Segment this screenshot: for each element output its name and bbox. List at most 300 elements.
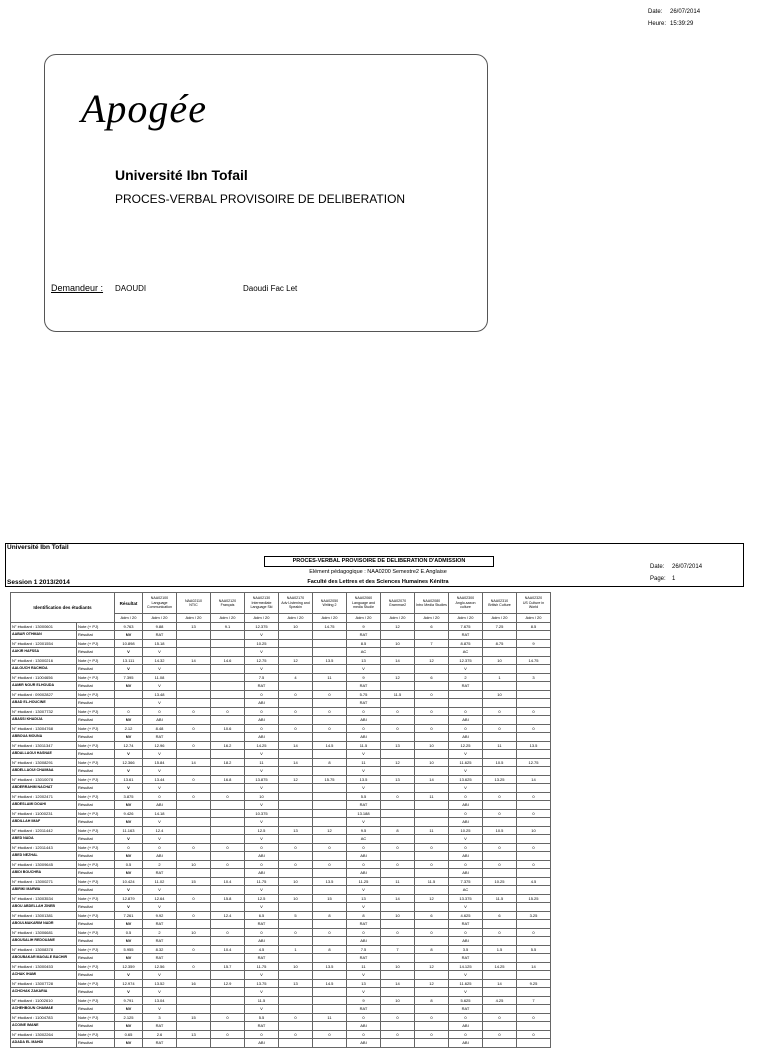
course-note: 13.5 xyxy=(313,656,347,665)
table-row-result xyxy=(11,1039,551,1048)
header-time xyxy=(648,20,694,28)
course-result: ABI xyxy=(347,716,381,725)
result-label: Résultat xyxy=(77,818,115,827)
table-row-result xyxy=(11,716,551,725)
course-result: RAT xyxy=(143,631,177,640)
course-result xyxy=(211,886,245,895)
table-row xyxy=(11,860,551,869)
course-note: 15.8 xyxy=(211,894,245,903)
course-note xyxy=(211,639,245,648)
course-result xyxy=(279,767,313,776)
course-result: V xyxy=(143,648,177,657)
course-result xyxy=(517,648,551,657)
course-note: 7.5 xyxy=(245,673,279,682)
course-result xyxy=(483,886,517,895)
course-note: 0 xyxy=(347,1030,381,1039)
course-result: V xyxy=(143,886,177,895)
course-result xyxy=(517,903,551,912)
table-row xyxy=(11,894,551,903)
course-note: 12 xyxy=(415,894,449,903)
course-note: 14.75 xyxy=(313,622,347,631)
course-note: 9.92 xyxy=(143,911,177,920)
course-note: 7.25 xyxy=(483,622,517,631)
course-note: 15.84 xyxy=(143,758,177,767)
course-result xyxy=(381,1039,415,1048)
course-note: 0 xyxy=(517,1030,551,1039)
course-note: 10.5 xyxy=(483,826,517,835)
course-note: 16.8 xyxy=(211,775,245,784)
course-note: 0 xyxy=(483,1030,517,1039)
course-note xyxy=(177,826,211,835)
course-note: 0 xyxy=(347,843,381,852)
course-result xyxy=(279,1022,313,1031)
overall-note: 0.5 xyxy=(115,928,143,937)
course-result: V xyxy=(143,784,177,793)
course-note: 0 xyxy=(143,707,177,716)
course-result: V xyxy=(449,988,483,997)
course-note xyxy=(211,690,245,699)
course-result xyxy=(211,699,245,708)
course-result xyxy=(279,920,313,929)
course-note: 13.52 xyxy=(143,979,177,988)
sheet-title: PROCES-VERBAL PROVISOIRE DE DELIBERATION D'ADMISSION xyxy=(264,556,494,567)
course-header xyxy=(143,593,177,614)
course-result xyxy=(415,988,449,997)
course-result xyxy=(415,767,449,776)
course-result xyxy=(313,716,347,725)
course-result xyxy=(313,784,347,793)
course-code: NAA02110 xyxy=(184,598,203,603)
course-result xyxy=(313,1005,347,1014)
course-result: RAT xyxy=(449,682,483,691)
course-note: 0 xyxy=(449,809,483,818)
student-name: ACHAK IHAMI xyxy=(11,971,77,980)
course-note: 10 xyxy=(177,860,211,869)
course-result: V xyxy=(245,988,279,997)
course-note: 13 xyxy=(381,741,415,750)
course-result xyxy=(415,1022,449,1031)
course-result xyxy=(177,903,211,912)
course-note xyxy=(177,996,211,1005)
overall-result: V xyxy=(115,784,143,793)
course-result xyxy=(517,886,551,895)
course-note: 8.5 xyxy=(347,639,381,648)
header-date-value: 26/07/2014 xyxy=(670,9,701,15)
course-note: 0 xyxy=(177,894,211,903)
note-label: Note (+ PJ) xyxy=(77,1030,115,1039)
course-result xyxy=(177,1022,211,1031)
course-name: Intro Media Studies xyxy=(416,603,447,607)
course-note: 12.64 xyxy=(143,894,177,903)
table-row xyxy=(11,877,551,886)
course-note xyxy=(279,792,313,801)
course-note: 14 xyxy=(483,979,517,988)
student-id: N° étudiant : 13000453 xyxy=(11,962,77,971)
overall-result: NV xyxy=(115,869,143,878)
course-result: V xyxy=(245,750,279,759)
course-name: NTIC xyxy=(189,603,198,607)
course-note: 10 xyxy=(279,622,313,631)
course-note: 13.75 xyxy=(245,979,279,988)
course-result: ABI xyxy=(449,733,483,742)
course-result: V xyxy=(245,784,279,793)
course-result xyxy=(415,954,449,963)
course-note: 7.5 xyxy=(347,945,381,954)
result-label: Résultat xyxy=(77,954,115,963)
course-result: ABI xyxy=(449,869,483,878)
student-id: N° étudiant : 13004768 xyxy=(11,724,77,733)
overall-note: 2.12 xyxy=(115,724,143,733)
course-note: 0 xyxy=(279,707,313,716)
course-note: 0 xyxy=(415,860,449,869)
course-result: RAT xyxy=(245,920,279,929)
student-id: N° étudiant : 13009645 xyxy=(11,860,77,869)
course-result: V xyxy=(245,648,279,657)
result-header: Résultat xyxy=(115,593,143,614)
course-result xyxy=(483,682,517,691)
course-result xyxy=(483,869,517,878)
course-note: 3.25 xyxy=(517,911,551,920)
course-note: 8.875 xyxy=(449,639,483,648)
sheet-page xyxy=(650,576,676,582)
course-result: ABI xyxy=(245,1039,279,1048)
table-row-result xyxy=(11,1022,551,1031)
course-note: 15 xyxy=(177,877,211,886)
table-row xyxy=(11,911,551,920)
report-title: PROCES-VERBAL PROVISOIRE DE DELIBERATION xyxy=(115,192,406,206)
course-result: V xyxy=(347,784,381,793)
course-note: 2 xyxy=(449,673,483,682)
course-note: 8.48 xyxy=(143,724,177,733)
course-result: RAT xyxy=(449,631,483,640)
course-note: 5.5 xyxy=(347,792,381,801)
course-note: 0 xyxy=(177,724,211,733)
overall-note: 12.366 xyxy=(115,758,143,767)
result-label: Résultat xyxy=(77,682,115,691)
course-result xyxy=(517,682,551,691)
table-row xyxy=(11,792,551,801)
course-result xyxy=(381,784,415,793)
course-note: 10.4 xyxy=(211,877,245,886)
course-result xyxy=(279,971,313,980)
course-note: 15 xyxy=(313,894,347,903)
result-label: Résultat xyxy=(77,937,115,946)
course-note: 12.75 xyxy=(517,758,551,767)
course-note: 2.6 xyxy=(143,1030,177,1039)
course-note: 10 xyxy=(415,741,449,750)
course-result: ABI xyxy=(347,1039,381,1048)
course-result xyxy=(279,1039,313,1048)
course-result: RAT xyxy=(143,1039,177,1048)
course-note: 13.5 xyxy=(313,962,347,971)
course-result: RAT xyxy=(347,920,381,929)
student-name: ABAD EL-HOUCINE xyxy=(11,699,77,708)
course-result xyxy=(313,903,347,912)
result-label: Résultat xyxy=(77,886,115,895)
course-note: 13.5 xyxy=(517,741,551,750)
course-note: 0 xyxy=(483,1013,517,1022)
course-result: V xyxy=(245,886,279,895)
table-row-result xyxy=(11,648,551,657)
table-row-result xyxy=(11,699,551,708)
course-result: V xyxy=(245,767,279,776)
table-row xyxy=(11,809,551,818)
course-note: 12.9 xyxy=(211,979,245,988)
course-result xyxy=(279,988,313,997)
course-result xyxy=(483,920,517,929)
course-note: 4 xyxy=(279,673,313,682)
course-header xyxy=(483,593,517,614)
course-note: 10 xyxy=(381,962,415,971)
course-result xyxy=(415,835,449,844)
course-note: 0 xyxy=(313,843,347,852)
course-note: 14 xyxy=(279,758,313,767)
course-note: 13 xyxy=(347,979,381,988)
course-result: ABI xyxy=(245,869,279,878)
table-row-result xyxy=(11,665,551,674)
course-note: 11.5 xyxy=(347,741,381,750)
table-row xyxy=(11,639,551,648)
student-name: AAKIR HAFSSA xyxy=(11,648,77,657)
note-label: Note (+ PJ) xyxy=(77,656,115,665)
sheet-header xyxy=(5,543,744,587)
course-note: 0 xyxy=(177,741,211,750)
course-note: 13.5 xyxy=(313,877,347,886)
course-result xyxy=(517,869,551,878)
course-result: RAT xyxy=(347,1005,381,1014)
course-note: 0 xyxy=(415,724,449,733)
student-name: ABDILLAH IMAF xyxy=(11,818,77,827)
course-note: 0 xyxy=(211,860,245,869)
course-result xyxy=(177,699,211,708)
overall-note: 5.955 xyxy=(115,945,143,954)
course-result xyxy=(381,750,415,759)
sheet-date-label: Date: xyxy=(650,564,665,570)
course-note: 13.625 xyxy=(449,775,483,784)
table-row-result xyxy=(11,869,551,878)
course-note: 9.88 xyxy=(143,622,177,631)
overall-note xyxy=(115,690,143,699)
course-result xyxy=(483,954,517,963)
course-result xyxy=(415,1005,449,1014)
result-scale: Adm / 20 xyxy=(115,614,143,623)
note-label: Note (+ PJ) xyxy=(77,758,115,767)
note-label: Note (+ PJ) xyxy=(77,843,115,852)
course-note: 12 xyxy=(415,962,449,971)
course-note: 9.5 xyxy=(347,826,381,835)
course-note: 14 xyxy=(517,775,551,784)
course-name: Writing 2 xyxy=(322,603,337,607)
result-label: Résultat xyxy=(77,835,115,844)
course-note: 0 xyxy=(177,707,211,716)
overall-note: 12.974 xyxy=(115,979,143,988)
course-result xyxy=(381,954,415,963)
course-result xyxy=(313,954,347,963)
course-note: 10.25 xyxy=(483,877,517,886)
sheet-page-label: Page: xyxy=(650,576,666,582)
result-label: Résultat xyxy=(77,920,115,929)
course-note: 0 xyxy=(279,843,313,852)
student-name: ABOU ABDELLAH ZINEB xyxy=(11,903,77,912)
course-result xyxy=(517,835,551,844)
course-note: 4.5 xyxy=(245,945,279,954)
overall-result: NV xyxy=(115,716,143,725)
course-note: 11 xyxy=(347,758,381,767)
course-result xyxy=(517,716,551,725)
course-scale: Adm / 20 xyxy=(517,614,551,623)
course-note: 0 xyxy=(415,690,449,699)
course-note: 2 xyxy=(143,928,177,937)
course-note: 10 xyxy=(279,877,313,886)
course-note: 14.25 xyxy=(245,741,279,750)
course-note: 9 xyxy=(517,639,551,648)
course-result xyxy=(313,988,347,997)
course-note: 12 xyxy=(279,656,313,665)
course-result xyxy=(381,767,415,776)
note-label: Note (+ PJ) xyxy=(77,792,115,801)
course-result xyxy=(517,733,551,742)
note-label: Note (+ PJ) xyxy=(77,860,115,869)
course-result xyxy=(211,954,245,963)
course-note xyxy=(313,639,347,648)
course-note: 18.2 xyxy=(211,758,245,767)
apogee-logo: Apogée xyxy=(81,86,207,131)
result-label: Résultat xyxy=(77,1005,115,1014)
header-date-label: Date: xyxy=(648,9,663,15)
note-label: Note (+ PJ) xyxy=(77,639,115,648)
course-note: 11 xyxy=(415,826,449,835)
course-note: 0 xyxy=(313,860,347,869)
course-result xyxy=(517,767,551,776)
table-row-result xyxy=(11,835,551,844)
course-note: 1 xyxy=(279,945,313,954)
course-result: V xyxy=(245,835,279,844)
course-result xyxy=(279,818,313,827)
course-result: RAT xyxy=(143,733,177,742)
course-note: 0 xyxy=(517,1013,551,1022)
course-result: ABI xyxy=(449,801,483,810)
course-result xyxy=(177,852,211,861)
overall-note: 9.426 xyxy=(115,809,143,818)
course-result xyxy=(483,767,517,776)
table-row-result xyxy=(11,801,551,810)
course-result xyxy=(517,1039,551,1048)
cover-box xyxy=(44,54,488,332)
course-result xyxy=(313,971,347,980)
course-result xyxy=(313,767,347,776)
course-result xyxy=(279,784,313,793)
course-result xyxy=(449,699,483,708)
course-result xyxy=(483,648,517,657)
course-result xyxy=(177,784,211,793)
student-id: N° étudiant : 13000271 xyxy=(11,877,77,886)
course-result xyxy=(313,886,347,895)
course-note: 0 xyxy=(245,707,279,716)
ident-header: Identification des étudiants xyxy=(11,593,115,623)
course-result xyxy=(517,920,551,929)
course-note: 1.5 xyxy=(483,945,517,954)
note-label: Note (+ PJ) xyxy=(77,1013,115,1022)
course-note: 8 xyxy=(415,945,449,954)
overall-note: 11.163 xyxy=(115,826,143,835)
student-name: ABASSI KHADIJA xyxy=(11,716,77,725)
course-note: 11.5 xyxy=(245,996,279,1005)
student-name: ABED NEZHAL xyxy=(11,852,77,861)
course-note: 0 xyxy=(483,843,517,852)
course-note: 11.625 xyxy=(449,979,483,988)
note-label: Note (+ PJ) xyxy=(77,741,115,750)
course-result xyxy=(313,852,347,861)
table-row-result xyxy=(11,954,551,963)
course-result xyxy=(211,801,245,810)
course-note: 0 xyxy=(517,792,551,801)
course-result xyxy=(415,801,449,810)
course-note: 0 xyxy=(211,1013,245,1022)
header-date xyxy=(648,8,701,16)
course-result xyxy=(211,1022,245,1031)
course-note xyxy=(517,690,551,699)
course-note: 10.4 xyxy=(211,945,245,954)
course-note: 12.375 xyxy=(245,622,279,631)
course-result xyxy=(381,716,415,725)
table-row xyxy=(11,1030,551,1039)
table-row xyxy=(11,656,551,665)
table-row-result xyxy=(11,682,551,691)
course-note: 14 xyxy=(381,894,415,903)
course-result: V xyxy=(347,665,381,674)
course-result: RAT xyxy=(347,699,381,708)
course-note: 13 xyxy=(381,775,415,784)
course-header xyxy=(279,593,313,614)
course-note: 3.5 xyxy=(449,945,483,954)
course-result xyxy=(517,801,551,810)
course-note: 11 xyxy=(347,962,381,971)
course-result xyxy=(517,852,551,861)
course-note: 11 xyxy=(381,877,415,886)
course-note: 2 xyxy=(143,860,177,869)
course-result xyxy=(211,1005,245,1014)
student-name: ABDELLAOUI CHAIMAA xyxy=(11,767,77,776)
course-note: 0 xyxy=(279,690,313,699)
course-result xyxy=(313,869,347,878)
course-note: 12.56 xyxy=(143,962,177,971)
course-note: 0 xyxy=(143,843,177,852)
result-label: Résultat xyxy=(77,988,115,997)
course-note: 5.5 xyxy=(517,945,551,954)
course-result xyxy=(517,971,551,980)
course-note: 11.25 xyxy=(347,877,381,886)
course-result: V xyxy=(449,835,483,844)
course-note xyxy=(177,673,211,682)
course-note: 0 xyxy=(517,724,551,733)
table-row xyxy=(11,928,551,937)
note-label: Note (+ PJ) xyxy=(77,911,115,920)
course-result: ABI xyxy=(449,1039,483,1048)
course-note: 0 xyxy=(313,690,347,699)
overall-result: NV xyxy=(115,818,143,827)
course-result xyxy=(483,784,517,793)
course-result xyxy=(415,920,449,929)
overall-result: NV xyxy=(115,1022,143,1031)
course-note: 0 xyxy=(483,724,517,733)
course-result xyxy=(279,937,313,946)
table-row xyxy=(11,826,551,835)
table-row-result xyxy=(11,784,551,793)
course-note: 0 xyxy=(313,1030,347,1039)
course-result xyxy=(483,750,517,759)
course-note: 0 xyxy=(517,707,551,716)
sheet-university: Université Ibn Tofail xyxy=(7,544,69,551)
